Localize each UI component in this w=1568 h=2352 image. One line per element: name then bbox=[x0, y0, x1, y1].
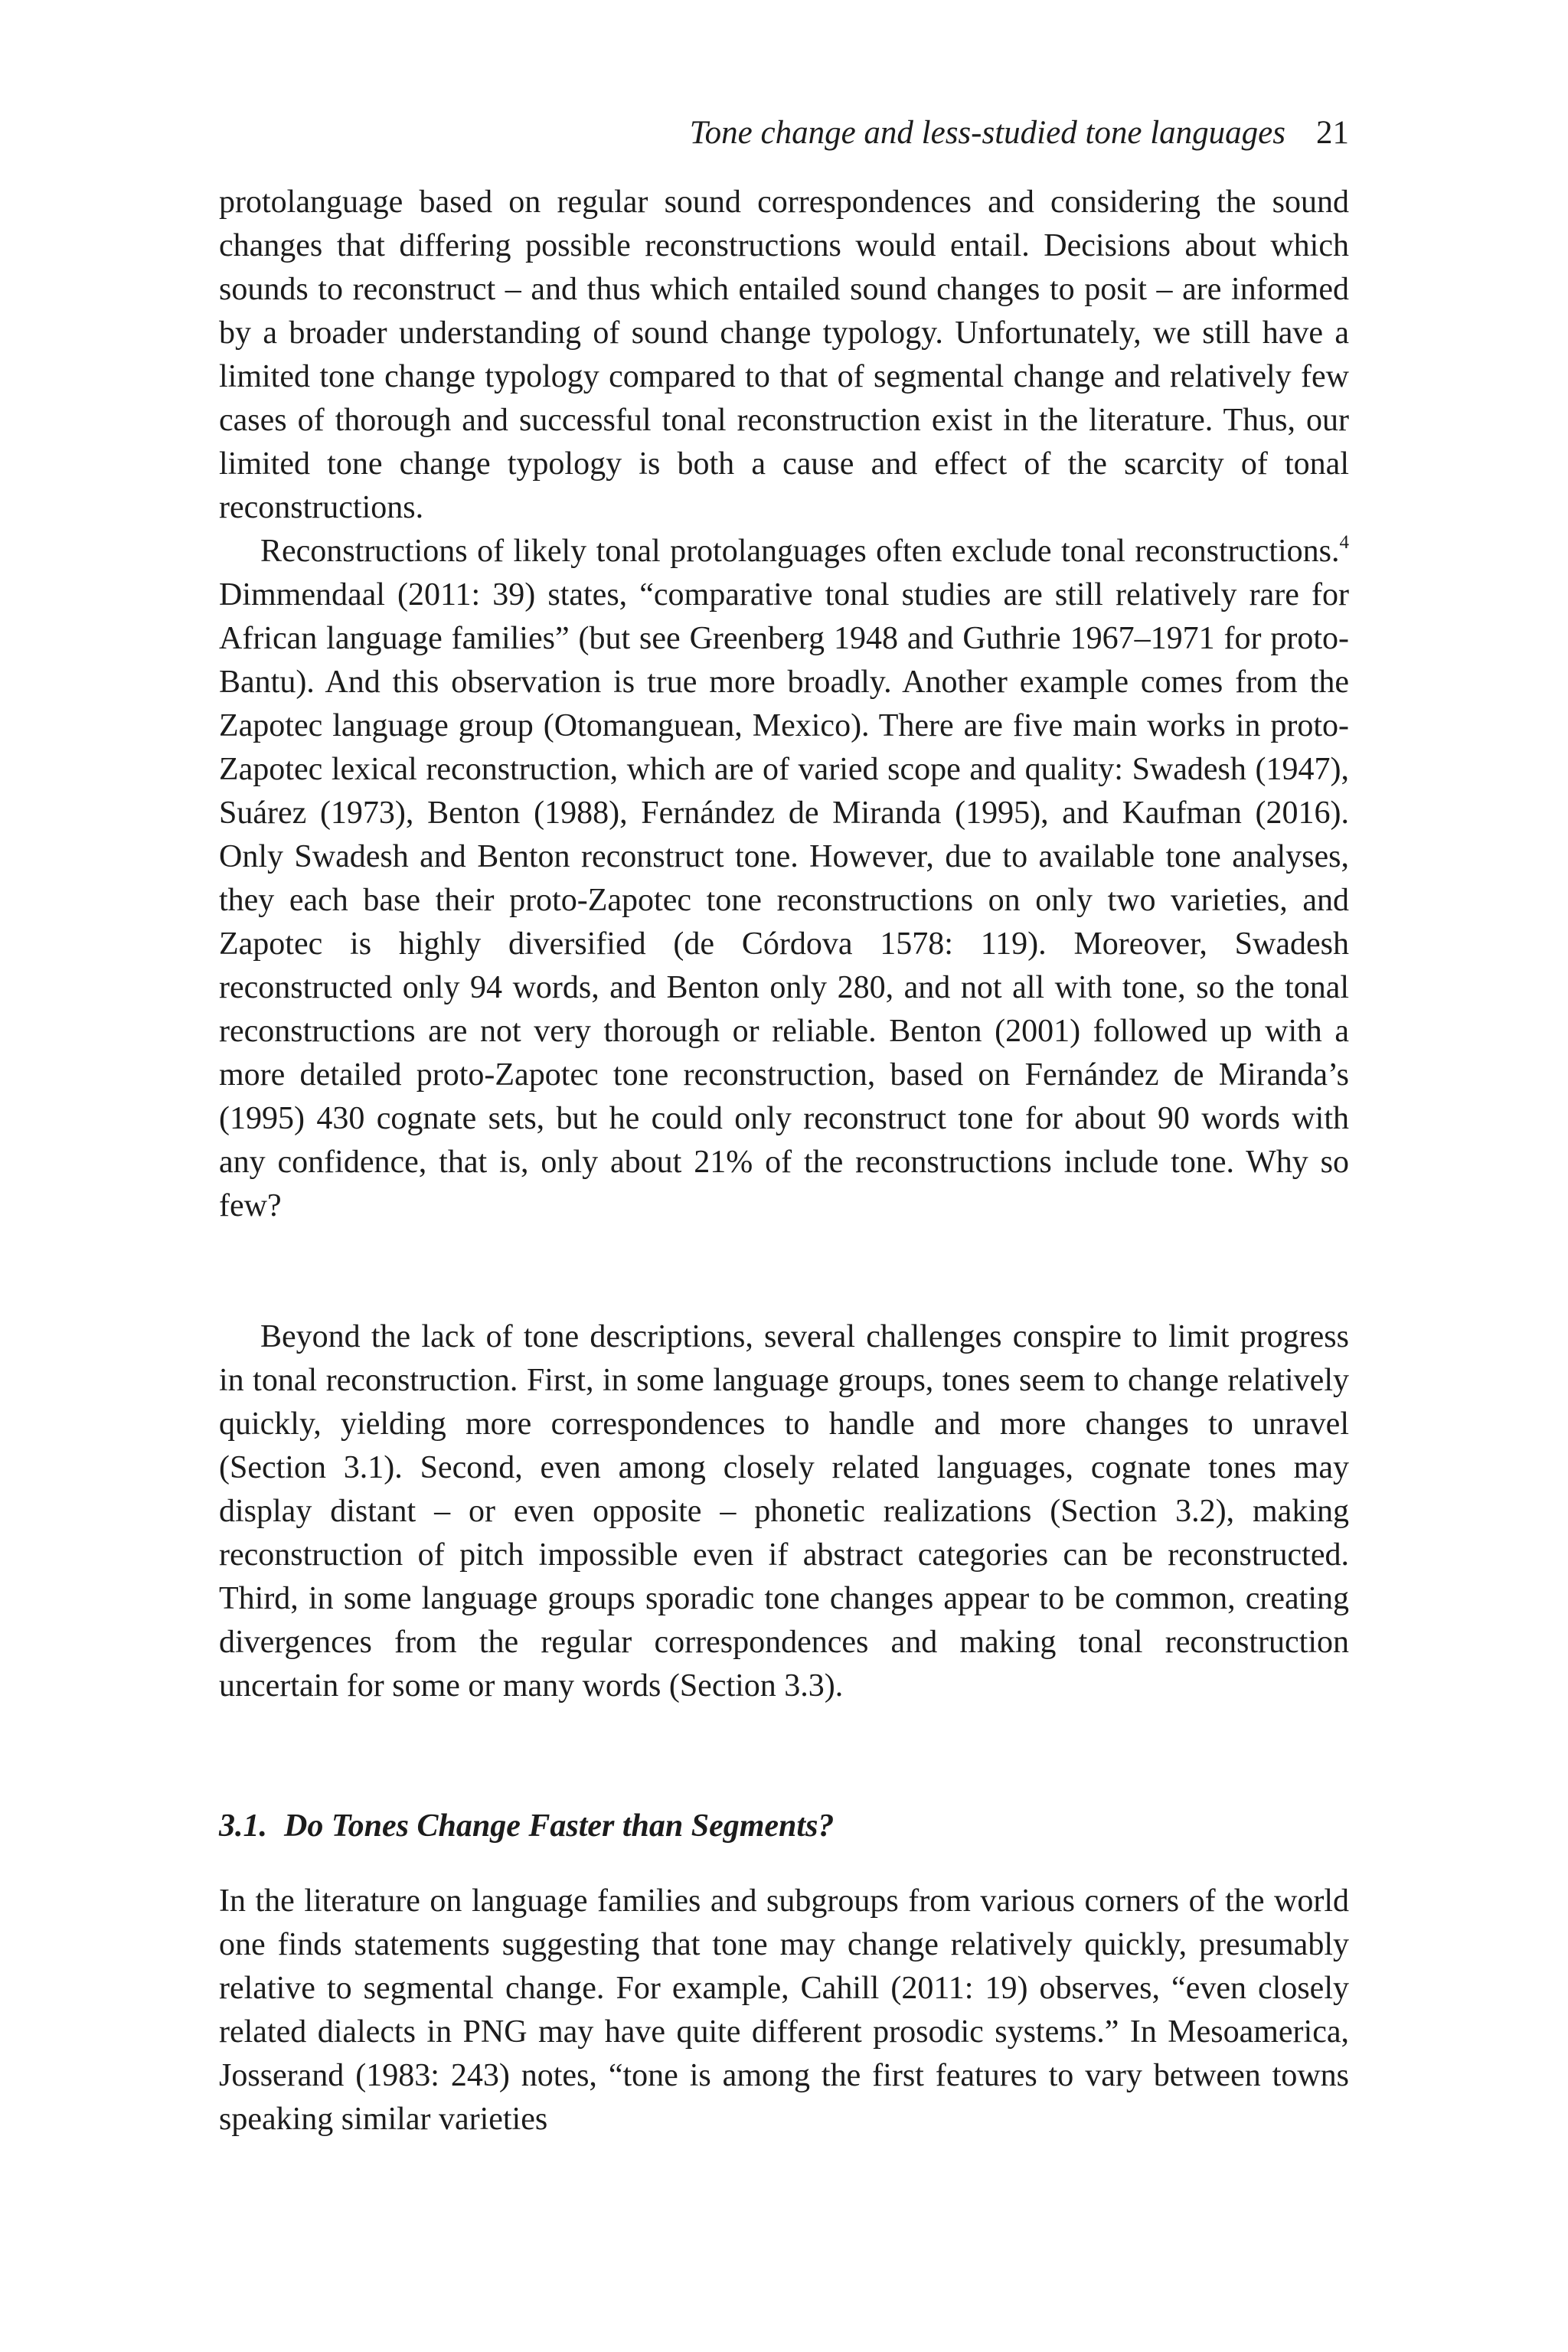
running-head-title: Tone change and less-studied tone languages bbox=[689, 115, 1285, 151]
paragraph-2 bbox=[219, 530, 1349, 1228]
running-head bbox=[690, 116, 1349, 149]
paragraph-1-text: protolanguage based on regular sound correspondences and considering the sound changes that differing possible reconstructions would entail. Decisions about which sounds to reconstruct – and thus which entailed sound changes to posit – are informed by a broader understanding of sound change typology. Unfortunately, we still have a limited tone change typology compared to that of segmental change and relatively few cases of thorough and successful tonal reconstruction exist in the literature. Thus, our limited tone change typology is both a cause and effect of the scarcity of tonal reconstructions. bbox=[219, 185, 1349, 525]
page-number: 21 bbox=[1316, 115, 1349, 151]
paragraph-2-text bbox=[219, 530, 1349, 1228]
paragraph-1 bbox=[219, 181, 1349, 530]
paragraph-3-text: Beyond the lack of tone descriptions, several challenges conspire to limit progress in tonal reconstruction. First, in some language groups, tones seem to change relatively quickly, yielding more correspondences to handle and more changes to unravel (Section 3.1). Second, even among closely related languages, cognate tones may display distant – or even opposite – phonetic realizations (Section 3.2), making reconstruction of pitch impossible even if abstract categories can be reconstructed. Third, in some language groups sporadic tone changes appear to be common, creating divergences from the regular correspondences and making tonal reconstruction uncertain for some or many words (Section 3.3). bbox=[219, 1319, 1349, 1704]
section-title: Do Tones Change Faster than Segments? bbox=[284, 1808, 835, 1844]
paragraph-2-part-1: Reconstructions of likely tonal protolanguages often exclude tonal reconstructions. bbox=[260, 534, 1340, 569]
footnote-reference[interactable]: 4 bbox=[1339, 532, 1349, 553]
paragraph-2-part-2: Dimmendaal (2011: 39) states, “comparative tonal studies are still relatively rare for African language families” (but see Greenberg 1948 and Guthrie 1967–1971 for proto-Bantu). And this observation is true more broadly. Another example comes from the Zapotec language group (Otomanguean, Mexico). There are five main works in proto-Zapotec lexical reconstruction, which are of varied scope and quality: Swadesh (1947), Suárez (1973), Benton (1988), Fernández de Miranda (1995), and Kaufman (2016). Only Swadesh and Benton reconstruct tone. However, due to available tone analyses, they each base their proto-Zapotec tone reconstructions on only two varieties, and Zapotec is highly diversified (de Córdova 1578: 119). Moreover, Swadesh reconstructed only 94 words, and Benton only 280, and not all with tone, so the tonal reconstructions are not very thorough or reliable. Benton (2001) followed up with a more detailed proto-Zapotec tone reconstruction, based on Fernández de Miranda’s (1995) 430 cognate sets, but he could only reconstruct tone for about 90 words with any confidence, that is, only about 21% of the reconstructions include tone. Why so few? bbox=[219, 577, 1349, 1223]
section-number: 3.1. bbox=[219, 1808, 267, 1844]
section-heading bbox=[219, 1805, 834, 1848]
paragraph-4 bbox=[219, 1880, 1349, 2141]
paragraph-3 bbox=[219, 1315, 1349, 1708]
paragraph-4-text: In the literature on language families and subgroups from various corners of the world one finds statements suggesting that tone may change relatively quickly, presumably relative to segmental change. For example, Cahill (2011: 19) observes, “even closely related dialects in PNG may have quite different prosodic systems.” In Mesoamerica, Josserand (1983: 243) notes, “tone is among the first features to vary between towns speaking similar varieties bbox=[219, 1883, 1349, 2137]
